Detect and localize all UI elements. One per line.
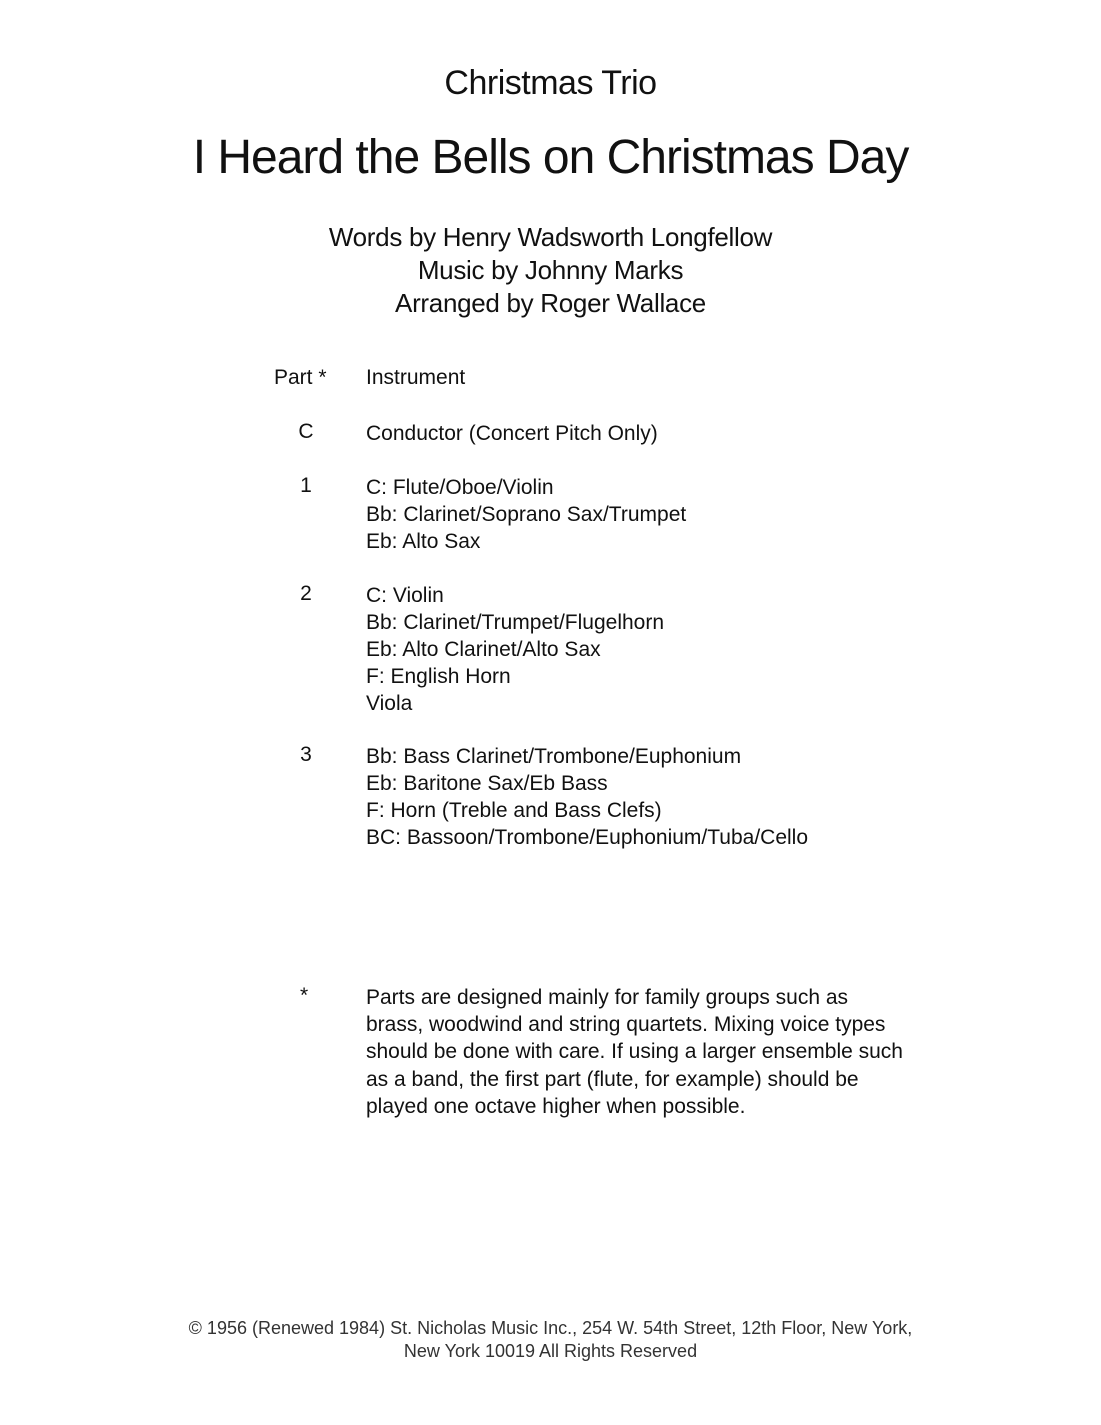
instrument-line: Eb: Alto Sax (366, 530, 481, 553)
instrument-line: Viola (366, 692, 413, 715)
part-instruments-1 (366, 474, 686, 555)
music-credit: Music by Johnny Marks (417, 255, 684, 285)
words-credit: Words by Henry Wadsworth Longfellow (328, 222, 773, 252)
copyright-line-2: New York 10019 All Rights Reserved (403, 1341, 698, 1361)
copyright-line-1: © 1956 (Renewed 1984) St. Nicholas Music Inc., 254 W. 54th Street, 12th Floor, New York, (188, 1318, 913, 1338)
part-column-header: Part * (274, 366, 327, 389)
part-label-2: 2 (300, 582, 312, 605)
footnote-marker: * (300, 984, 309, 1007)
instrument-line: Bb: Bass Clarinet/Trombone/Euphonium (366, 745, 742, 768)
copyright-footer (0, 1317, 1101, 1363)
instrument-line: Bb: Clarinet/Trumpet/Flugelhorn (366, 611, 665, 634)
song-title: I Heard the Bells on Christmas Day (192, 131, 909, 184)
part-label-c: C (298, 420, 314, 443)
instrument-line: BC: Bassoon/Trombone/Euphonium/Tuba/Cello (366, 826, 809, 849)
footnote-text: Parts are designed mainly for family groups such as brass, woodwind and string quartets. Mixing voice types should be done with care. If using a larger ensemble such as a band, the first part (flute, for example) should be played one octave higher when possible. (366, 986, 903, 1118)
instrument-column-header: Instrument (366, 366, 466, 389)
instrument-line: C: Violin (366, 584, 444, 607)
collection-title: Christmas Trio (444, 64, 657, 102)
instrument-line: Conductor (Concert Pitch Only) (366, 422, 658, 445)
part-label-1: 1 (300, 474, 312, 497)
instrument-line: C: Flute/Oboe/Violin (366, 476, 554, 499)
credits-block (0, 221, 1101, 320)
part-instruments-c (366, 420, 658, 447)
instrument-line: Eb: Baritone Sax/Eb Bass (366, 772, 608, 795)
instrument-line: Eb: Alto Clarinet/Alto Sax (366, 638, 601, 661)
part-instruments-3 (366, 743, 808, 851)
instrument-line: F: Horn (Treble and Bass Clefs) (366, 799, 662, 822)
instrument-line: Bb: Clarinet/Soprano Sax/Trumpet (366, 503, 687, 526)
arranger-credit: Arranged by Roger Wallace (395, 288, 706, 318)
instrument-line: F: English Horn (366, 665, 511, 688)
part-label-3: 3 (300, 743, 312, 766)
part-instruments-2 (366, 582, 664, 717)
